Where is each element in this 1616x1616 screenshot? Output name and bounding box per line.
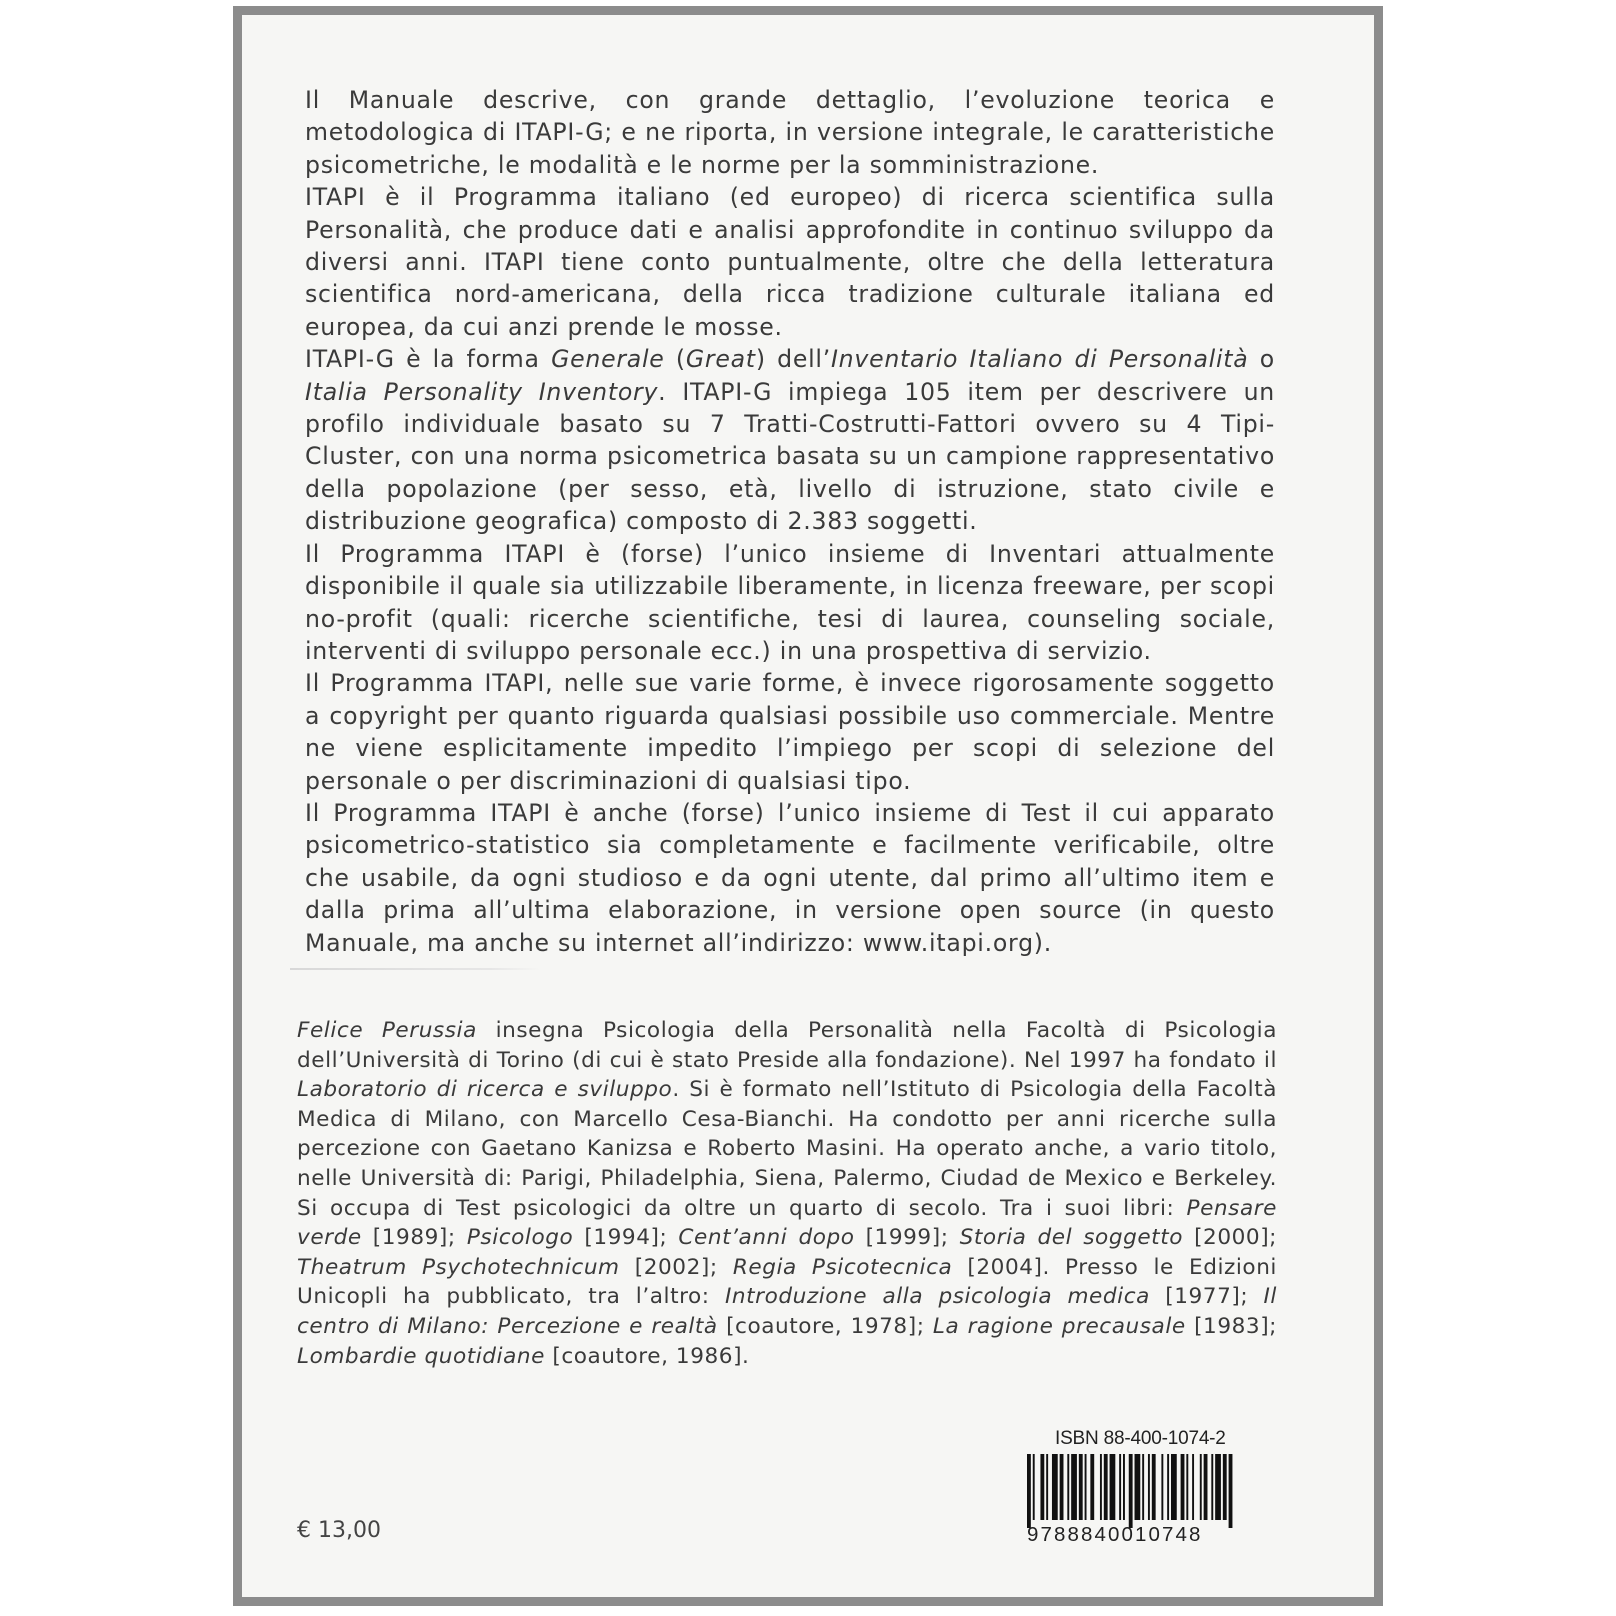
text-run: ( [664,345,686,374]
barcode-bar [1211,1454,1213,1520]
barcode-bar [1167,1454,1169,1520]
barcode-bar [1135,1454,1141,1520]
text-run: . ITAPI-G impiega 105 item per descrivere un profilo individuale basato su 7 Tratti-Costrutti-Fattori ovvero su 4 Tipi-Cluster, con una norma psicometrica basata su un campione rappresentativo della popolazione (per sesso, età, livello di istruzione, stato civile e distribuzione geografica) composto di 2.383 soggetti. [305,377,1275,536]
italic-text: Generale [551,345,665,374]
text-run: ITAPI-G è la forma [305,345,552,374]
text-run: . Si è formato nell’Istituto di Psicologia della Facoltà Medica di Milano, con Marcello Cesa-Bianchi. Ha condotto per anni ricerche sulla percezione con Gaetano Kanizsa e Roberto Masini. Ha operato anche, a vario titolo, nelle Università di: Parigi, Philadelphia, Siena, Palermo, Ciudad de Mexico e Berkeley. Si occupa di Test psicologici da oltre un quarto di secolo. Tra i suoi libri: [297,1077,1277,1221]
text-run: [2000]; [1182,1225,1277,1251]
barcode-bar [1229,1454,1233,1528]
italic-text: Theatrum Psychotechnicum [297,1254,620,1280]
italic-text: Laboratorio di ricerca e sviluppo [297,1077,673,1103]
text-run: [1983]; [1185,1313,1277,1339]
barcode-block [1025,1428,1273,1546]
book-description [305,84,1275,959]
text-run: insegna Psicologia della Personalità nella Facoltà di Psicologia dell’Università di Torino (di cui è stato Preside alla fondazione). Nel 1997 ha fondato il [297,1018,1277,1073]
barcode-bar [1171,1454,1177,1520]
barcode-bar [1215,1454,1221,1520]
barcode-bar [1192,1454,1194,1520]
section-divider [290,968,540,970]
italic-text: Storia del soggetto [959,1225,1183,1251]
barcode-number: 9788840010748 [1027,1523,1203,1546]
barcode-bar [1110,1454,1116,1520]
text-run: Il Manuale descrive, con grande dettaglio, l’evoluzione teorica e metodologica di ITAPI-G; e ne riporta, in versione integrale, le caratteristiche psicometriche, le modalità e le norme per la somministrazione. [305,86,1275,179]
text-run: ITAPI è il Programma italiano (ed europeo) di ricerca scientifica sulla Personalità, che produce dati e analisi approfondite in continuo sviluppo da diversi anni. ITAPI tiene conto puntualmente, oltre che della letteratura scientifica nord-americana, della ricca tradizione culturale italiana ed europea, da cui anzi prende le mosse. [305,183,1275,341]
text-run: [1994]; [573,1225,679,1251]
barcode-bar [1027,1454,1031,1528]
text-run: o [1248,345,1275,374]
barcode-bar [1161,1454,1163,1520]
italic-text: Introduzione alla psicologia medica [724,1284,1150,1310]
text-run: [1977]; [1149,1284,1264,1310]
italic-text: Inventario Italiano di Personalità [830,345,1249,374]
price-label: € 13,00 [297,1518,381,1543]
barcode-bar [1186,1454,1188,1520]
barcode-bar [1052,1454,1058,1520]
italic-text: Italia Personality Inventory [305,377,659,406]
text-run: [coautore, 1978]; [717,1313,933,1339]
description-paragraph [305,667,1275,797]
barcode-bar [1040,1454,1044,1520]
barcode-bar [1067,1454,1069,1520]
italic-text: Cent’anni dopo [678,1225,855,1251]
italic-text: Psicologo [466,1225,574,1251]
text-run: Il Programma ITAPI è (forse) l’unico insieme di Inventari attualmente disponibile il quale sia utilizzabile liberamente, in licenza freeware, per scopi no-profit (quali: ricerche scientifiche, tesi di laurea, counseling sociale, interventi di sviluppo personale ecc.) in una prospettiva di servizio. [305,539,1275,665]
italic-text: Great [685,345,756,374]
text-run: [2002]; [619,1254,733,1280]
italic-text: La ragione precausale [932,1313,1186,1339]
barcode-bar [1104,1454,1108,1520]
description-paragraph [305,343,1275,537]
barcode-bar [1200,1454,1202,1520]
author-bio [297,1016,1277,1371]
barcode-bar [1181,1454,1185,1520]
italic-text: Il centro di Milano: Percezione e realtà [297,1284,1277,1339]
barcode-bar [1204,1454,1208,1520]
barcode-bar [1129,1454,1133,1528]
isbn-label: ISBN 88-400-1074-2 [1055,1428,1226,1449]
barcode-bar [1046,1454,1048,1520]
description-paragraph [305,797,1275,959]
description-paragraph [305,538,1275,668]
barcode-bar [1060,1454,1064,1520]
text-run: Il Programma ITAPI è anche (forse) l’unico insieme di Test il cui apparato psicometrico-statistico sia completamente e facilmente verificabile, oltre che usabile, da ogni studioso e da ogni utente, dal primo all’ultimo item e dalla prima all’ultima elaborazione, in versione open source (in questo Manuale, ma anche su internet all’indirizzo: www.itapi.org). [305,798,1275,957]
barcode-bar [1090,1454,1094,1520]
barcode-bar [1223,1454,1227,1520]
barcode-bar [1148,1454,1150,1520]
italic-text: Felice Perussia [297,1018,477,1043]
italic-text: Pensare verde [297,1195,1277,1251]
text-run: ) dell’ [755,345,831,374]
barcode-bar [1085,1454,1087,1520]
text-run: [2004]. Presso le Edizioni Unicopli ha pubblicato, tra l’altro: [297,1254,1277,1310]
barcode-bar [1071,1454,1077,1520]
text-run: [1989]; [361,1225,467,1251]
barcode-image [1025,1454,1273,1528]
barcode-bar [1033,1454,1035,1520]
barcode-bar [1123,1454,1125,1520]
italic-text: Regia Psicotecnica [732,1254,953,1280]
barcode-bar [1119,1454,1121,1520]
text-run: Il Programma ITAPI, nelle sue varie forme, è invece rigorosamente soggetto a copyright per quanto riguarda qualsiasi possibile uso commerciale. Mentre ne viene esplicitamente impedito l’impiego per scopi di selezione del personale o per discriminazioni di qualsiasi tipo. [305,669,1275,795]
barcode-bar [1152,1454,1156,1520]
text-run: [coautore, 1986]. [544,1343,750,1369]
author-bio-paragraph [297,1016,1277,1371]
barcode-bar [1142,1454,1144,1520]
italic-text: Lombardie quotidiane [297,1343,545,1369]
text-run: [1999]; [854,1225,960,1251]
barcode-bar [1100,1454,1102,1520]
description-paragraph [305,181,1275,343]
barcode-bar [1079,1454,1083,1520]
description-paragraph [305,84,1275,181]
